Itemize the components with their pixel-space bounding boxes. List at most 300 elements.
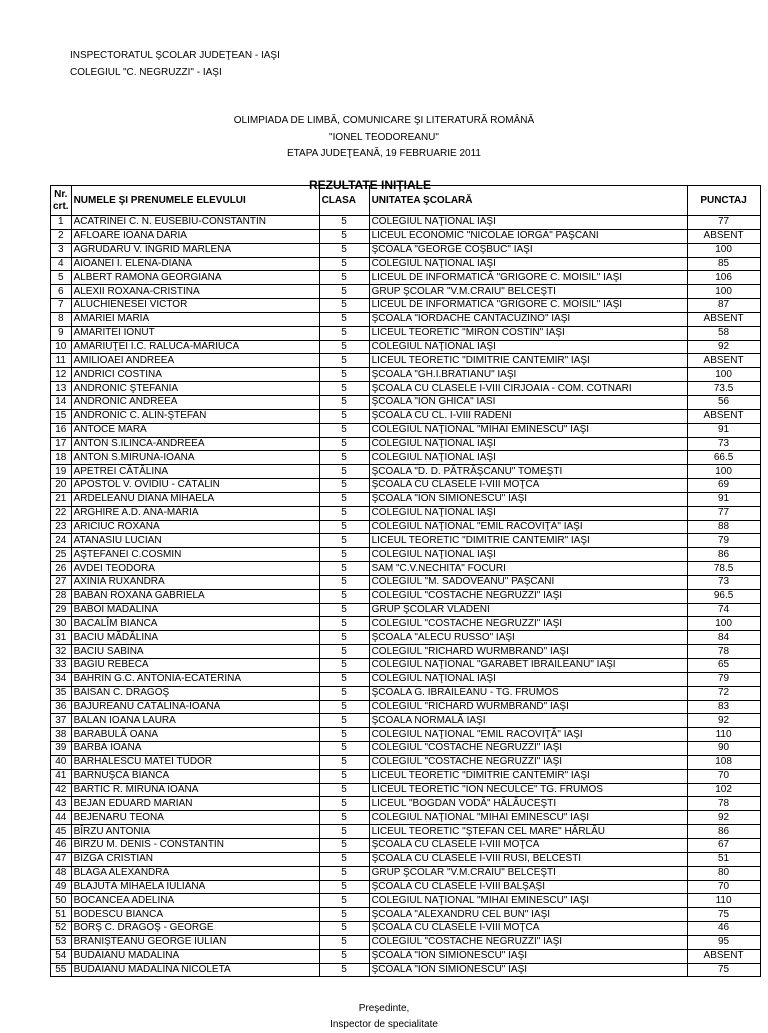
cell-score: 91 [687,423,760,437]
table-row [51,700,761,714]
cell-name: BACIU SABINA [71,645,319,659]
cell-school: ŞCOALA "D. D. PĂTRĂŞCANU" TOMEŞTI [369,465,687,479]
cell-nr: 11 [51,354,72,368]
cell-name: BABOI MĂDĂLINA [71,603,319,617]
cell-class: 5 [319,340,369,354]
cell-school: COLEGIUL "COSTACHE NEGRUZZI" IAŞI [369,755,687,769]
cell-nr: 40 [51,755,72,769]
cell-nr: 15 [51,409,72,423]
cell-school: COLEGIUL "COSTACHE NEGRUZZI" IAŞI [369,589,687,603]
cell-school: COLEGIUL NAŢIONAL IAŞI [369,451,687,465]
cell-name: BACIU MĂDĂLINA [71,631,319,645]
cell-name: ATANASIU LUCIAN [71,534,319,548]
cell-class: 5 [319,506,369,520]
cell-score: 92 [687,714,760,728]
cell-school: GRUP ŞCOLAR VLĂDENI [369,603,687,617]
cell-class: 5 [319,243,369,257]
cell-school: LICEUL TEORETIC "MIRON COSTIN" IAŞI [369,326,687,340]
cell-name: BĂISAN C. DRAGOŞ [71,686,319,700]
cell-nr: 29 [51,603,72,617]
cell-score: 102 [687,783,760,797]
cell-school: COLEGIUL NAŢIONAL IAŞI [369,548,687,562]
cell-class: 5 [319,548,369,562]
cell-name: ANTON S.ILINCA-ANDREEA [71,437,319,451]
cell-school: COLEGIUL "COSTACHE NEGRUZZI" IAŞI [369,617,687,631]
cell-nr: 26 [51,562,72,576]
cell-nr: 51 [51,908,72,922]
cell-nr: 47 [51,852,72,866]
table-row [51,285,761,299]
cell-score: 65 [687,659,760,673]
cell-score: 110 [687,894,760,908]
cell-name: AIOANEI I. ELENA-DIANA [71,257,319,271]
table-row [51,409,761,423]
cell-score: 72 [687,686,760,700]
cell-nr: 43 [51,797,72,811]
col-header-name: NUMELE ŞI PRENUMELE ELEVULUI [71,186,319,216]
cell-school: COLEGIUL NAŢIONAL "MIHAI EMINESCU" IAŞI [369,423,687,437]
cell-class: 5 [319,257,369,271]
table-row [51,880,761,894]
cell-school: COLEGIUL "M. SADOVEANU" PAŞCANI [369,575,687,589]
cell-score: 79 [687,534,760,548]
cell-score: 83 [687,700,760,714]
table-row [51,451,761,465]
cell-score: 46 [687,922,760,936]
cell-name: BÎZGĂ CRISTIAN [71,852,319,866]
cell-school: ŞCOALA CU CL. I-VIII RADENI [369,409,687,423]
cell-class: 5 [319,783,369,797]
cell-nr: 49 [51,880,72,894]
cell-name: AGRUDARU V. INGRID MARLENA [71,243,319,257]
table-row [51,437,761,451]
table-row [51,575,761,589]
cell-score: 70 [687,880,760,894]
cell-name: ANDRONIC C. ALIN-ŞTEFAN [71,409,319,423]
table-row [51,742,761,756]
cell-name: BACALÎM BIANCA [71,617,319,631]
table-row [51,395,761,409]
cell-school: COLEGIUL NAŢIONAL "MIHAI EMINESCU" IAŞI [369,894,687,908]
cell-name: BARABULĂ OANA [71,728,319,742]
cell-nr: 14 [51,395,72,409]
table-row [51,506,761,520]
table-row [51,811,761,825]
cell-name: BORŞ C. DRAGOŞ - GEORGE [71,922,319,936]
cell-school: COLEGIUL "COSTACHE NEGRUZZI" IAŞI [369,935,687,949]
cell-class: 5 [319,631,369,645]
cell-nr: 27 [51,575,72,589]
cell-class: 5 [319,534,369,548]
inspector-label: Inspector de specialitate [330,1019,438,1030]
cell-nr: 13 [51,382,72,396]
cell-class: 5 [319,617,369,631]
cell-name: ACATRINEI C. N. EUSEBIU-CONSTANTIN [71,216,319,230]
cell-score: 86 [687,825,760,839]
cell-score: 100 [687,285,760,299]
olympiad-patron: "IONEL TEODOREANU" [329,131,439,143]
table-row [51,908,761,922]
cell-school: ŞCOALA NORMALĂ IAŞI [369,714,687,728]
cell-name: APETREI CĂTĂLINA [71,465,319,479]
table-row [51,935,761,949]
table-row [51,659,761,673]
table-row [51,645,761,659]
table-row [51,548,761,562]
cell-class: 5 [319,451,369,465]
cell-nr: 33 [51,659,72,673]
cell-name: BAHRIN G.C. ANTONIA-ECATERINA [71,672,319,686]
cell-class: 5 [319,216,369,230]
table-row [51,271,761,285]
table-row [51,382,761,396]
cell-school: LICEUL TEORETIC "ION NECULCE" TG. FRUMOS [369,783,687,797]
table-row [51,728,761,742]
cell-class: 5 [319,852,369,866]
cell-score: 73.5 [687,382,760,396]
olympiad-name: OLIMPIADA DE LIMBĂ, COMUNICARE ŞI LITERATURĂ ROMÂNĂ [233,115,535,126]
cell-school: SAM "C.V.NECHITA" FOCURI [369,562,687,576]
cell-school: COLEGIUL NAŢIONAL "GARABET IBRĂILEANU" IAŞI [369,659,687,673]
cell-nr: 22 [51,506,72,520]
cell-score: 106 [687,271,760,285]
table-row [51,229,761,243]
cell-name: ARGHIRE A.D. ANA-MARIA [71,506,319,520]
document-title [0,113,768,163]
cell-score: 100 [687,465,760,479]
cell-class: 5 [319,825,369,839]
cell-nr: 7 [51,299,72,313]
cell-score: ABSENT [687,409,760,423]
cell-class: 5 [319,423,369,437]
cell-school: ŞCOALA "GEORGE COŞBUC" IAŞI [369,243,687,257]
table-row [51,963,761,977]
table-row [51,714,761,728]
cell-class: 5 [319,312,369,326]
cell-class: 5 [319,520,369,534]
table-row [51,825,761,839]
cell-name: AVDEI TEODORA [71,562,319,576]
cell-class: 5 [319,479,369,493]
table-row [51,299,761,313]
col-header-class: CLASA [319,186,369,216]
cell-nr: 17 [51,437,72,451]
cell-name: BARNUŞCĂ BIANCA [71,769,319,783]
cell-school: ŞCOALA "ALECU RUSSO" IAŞI [369,631,687,645]
cell-name: BODESCU BIANCA [71,908,319,922]
table-row [51,852,761,866]
cell-class: 5 [319,645,369,659]
cell-score: 87 [687,299,760,313]
cell-nr: 19 [51,465,72,479]
cell-class: 5 [319,742,369,756]
cell-school: ŞCOALA G. IBRĂILEANU - TG. FRUMOS [369,686,687,700]
cell-score: 91 [687,492,760,506]
cell-class: 5 [319,963,369,977]
cell-nr: 16 [51,423,72,437]
cell-class: 5 [319,700,369,714]
cell-nr: 50 [51,894,72,908]
cell-score: 100 [687,243,760,257]
document-header [70,47,280,81]
cell-class: 5 [319,672,369,686]
cell-score: 78 [687,645,760,659]
cell-class: 5 [319,880,369,894]
cell-score: 75 [687,963,760,977]
cell-name: BALAN IOANA LAURA [71,714,319,728]
cell-nr: 35 [51,686,72,700]
cell-school: LICEUL "BOGDAN VODĂ" HĂLĂUCEŞTI [369,797,687,811]
cell-class: 5 [319,922,369,936]
table-row [51,312,761,326]
cell-class: 5 [319,271,369,285]
cell-score: 70 [687,769,760,783]
cell-class: 5 [319,603,369,617]
cell-nr: 41 [51,769,72,783]
cell-nr: 37 [51,714,72,728]
cell-class: 5 [319,229,369,243]
cell-nr: 31 [51,631,72,645]
cell-class: 5 [319,769,369,783]
table-row [51,368,761,382]
cell-score: 84 [687,631,760,645]
cell-class: 5 [319,838,369,852]
cell-school: COLEGIUL "RICHARD WURMBRAND" IAŞI [369,700,687,714]
cell-school: ŞCOALA CU CLASELE I-VIII MOŢCA [369,479,687,493]
table-row [51,755,761,769]
cell-class: 5 [319,728,369,742]
cell-name: AMĂRIUŢEI I.C. RALUCA-MĂRIUCA [71,340,319,354]
cell-score: 100 [687,617,760,631]
cell-class: 5 [319,935,369,949]
cell-school: ŞCOALA CU CLASELE I-VIII CIRJOAIA - COM. COTNARI [369,382,687,396]
cell-school: ŞCOALA "ION GHICA" IASI [369,395,687,409]
cell-class: 5 [319,686,369,700]
cell-nr: 30 [51,617,72,631]
cell-nr: 55 [51,963,72,977]
col-header-nr: Nr. crt. [51,186,72,216]
cell-score: 58 [687,326,760,340]
cell-nr: 48 [51,866,72,880]
cell-name: ANDRONIC ŞTEFANIA [71,382,319,396]
cell-name: ALUCHIENESEI VICTOR [71,299,319,313]
cell-score: 74 [687,603,760,617]
cell-name: ANTON S.MIRUNA-IOANA [71,451,319,465]
cell-nr: 46 [51,838,72,852]
cell-nr: 24 [51,534,72,548]
cell-school: GRUP ŞCOLAR "V.M.CRAIU" BELCEŞTI [369,866,687,880]
cell-nr: 10 [51,340,72,354]
cell-nr: 2 [51,229,72,243]
cell-school: COLEGIUL NAŢIONAL IAŞI [369,437,687,451]
results-body [51,216,761,977]
cell-score: 96.5 [687,589,760,603]
college-name: COLEGIUL "C. NEGRUZZI" - IAŞI [70,67,222,78]
cell-nr: 53 [51,935,72,949]
cell-name: BAGIU REBECA [71,659,319,673]
col-header-score: PUNCTAJ [687,186,760,216]
cell-name: AXINIA RUXANDRA [71,575,319,589]
cell-score: 108 [687,755,760,769]
table-row [51,769,761,783]
cell-nr: 25 [51,548,72,562]
cell-school: ŞCOALA CU CLASELE I-VIII MOŢCA [369,922,687,936]
table-row [51,216,761,230]
cell-name: BEJAN EDUARD MARIAN [71,797,319,811]
cell-name: AMARITEI IONUT [71,326,319,340]
cell-class: 5 [319,437,369,451]
cell-score: 77 [687,506,760,520]
table-row [51,257,761,271]
cell-nr: 1 [51,216,72,230]
cell-class: 5 [319,755,369,769]
cell-name: ALEXII ROXANA-CRISTINA [71,285,319,299]
table-row [51,797,761,811]
cell-class: 5 [319,395,369,409]
cell-name: BÎRZU M. DENIS - CONSTANTIN [71,838,319,852]
cell-name: BÎRZU ANTONIA [71,825,319,839]
cell-score: 85 [687,257,760,271]
table-row [51,589,761,603]
cell-class: 5 [319,299,369,313]
cell-school: LICEUL DE INFORMATICĂ "GRIGORE C. MOISIL" IAŞI [369,299,687,313]
cell-school: COLEGIUL NAŢIONAL IAŞI [369,340,687,354]
cell-name: BUDĂIANU MĂDĂLINA [71,949,319,963]
cell-class: 5 [319,354,369,368]
table-row [51,672,761,686]
cell-class: 5 [319,949,369,963]
table-row [51,479,761,493]
cell-score: 80 [687,866,760,880]
table-row [51,562,761,576]
cell-score: 75 [687,908,760,922]
table-row [51,617,761,631]
cell-class: 5 [319,285,369,299]
table-row [51,783,761,797]
cell-school: COLEGIUL NAŢIONAL IAŞI [369,506,687,520]
cell-score: 86 [687,548,760,562]
cell-nr: 21 [51,492,72,506]
cell-school: ŞCOALA "ION SIMIONESCU" IAŞI [369,949,687,963]
cell-school: COLEGIUL NAŢIONAL "EMIL RACOVIŢĂ" IAŞI [369,520,687,534]
cell-school: COLEGIUL NAŢIONAL IAŞI [369,216,687,230]
cell-score: 79 [687,672,760,686]
cell-score: 88 [687,520,760,534]
cell-class: 5 [319,589,369,603]
cell-nr: 54 [51,949,72,963]
table-row [51,534,761,548]
cell-class: 5 [319,866,369,880]
cell-name: BUDĂIANU MĂDĂLINA NICOLETA [71,963,319,977]
cell-name: AŞTEFANEI C.COSMIN [71,548,319,562]
cell-nr: 6 [51,285,72,299]
cell-score: 92 [687,340,760,354]
cell-school: ŞCOALA CU CLASELE I-VIII BĂLŞAŞI [369,880,687,894]
cell-score: 110 [687,728,760,742]
cell-school: ŞCOALA "GH.I.BRATIANU" IAŞI [369,368,687,382]
cell-school: ŞCOALA "IORDACHE CANTACUZINO" IAŞI [369,312,687,326]
cell-class: 5 [319,326,369,340]
cell-score: 77 [687,216,760,230]
cell-name: BLAGA ALEXANDRA [71,866,319,880]
cell-school: LICEUL TEORETIC "DIMITRIE CANTEMIR" IAŞI [369,769,687,783]
table-row [51,465,761,479]
cell-score: 95 [687,935,760,949]
cell-school: LICEUL TEORETIC "DIMITRIE CANTEMIR" IAŞI [369,354,687,368]
cell-nr: 39 [51,742,72,756]
cell-nr: 45 [51,825,72,839]
cell-name: BĂJUREANU CĂTĂLINA-IOANA [71,700,319,714]
cell-score: ABSENT [687,229,760,243]
cell-school: ŞCOALA "ION SIMIONESCU" IAŞI [369,492,687,506]
cell-score: ABSENT [687,312,760,326]
table-row [51,326,761,340]
cell-name: BEJENARU TEONA [71,811,319,825]
cell-score: 66.5 [687,451,760,465]
president-label: Preşedinte, [358,1003,410,1014]
cell-name: BĂRHĂLESCU MATEI TUDOR [71,755,319,769]
cell-score: 90 [687,742,760,756]
table-row [51,631,761,645]
cell-class: 5 [319,562,369,576]
cell-name: ALBERT RAMONA GEORGIANA [71,271,319,285]
cell-nr: 38 [51,728,72,742]
cell-school: ŞCOALA CU CLASELE I-VIII MOŢCA [369,838,687,852]
cell-nr: 5 [51,271,72,285]
cell-school: COLEGIUL "COSTACHE NEGRUZZI" IAŞI [369,742,687,756]
cell-nr: 34 [51,672,72,686]
cell-class: 5 [319,797,369,811]
cell-score: 92 [687,811,760,825]
cell-score: ABSENT [687,949,760,963]
cell-name: ARDELEANU DIANA MIHAELA [71,492,319,506]
cell-school: COLEGIUL NAŢIONAL "MIHAI EMINESCU" IAŞI [369,811,687,825]
cell-class: 5 [319,714,369,728]
cell-name: BARBĂ IOANA [71,742,319,756]
col-header-school: UNITATEA ŞCOLARĂ [369,186,687,216]
cell-name: BLAJUTĂ MIHAELA IULIANA [71,880,319,894]
table-row [51,838,761,852]
cell-school: LICEUL ECONOMIC "NICOLAE IORGA" PAŞCANI [369,229,687,243]
table-row [51,603,761,617]
cell-school: LICEUL TEORETIC "DIMITRIE CANTEMIR" IAŞI [369,534,687,548]
cell-name: BARTIC R. MIRUNA IOANA [71,783,319,797]
cell-name: ANTOCE MARA [71,423,319,437]
inspectorate-name: INSPECTORATUL ŞCOLAR JUDEŢEAN - IAŞI [70,50,280,61]
cell-nr: 9 [51,326,72,340]
cell-school: COLEGIUL NAŢIONAL IAŞI [369,257,687,271]
cell-school: ŞCOALA "ALEXANDRU CEL BUN" IAŞI [369,908,687,922]
cell-class: 5 [319,492,369,506]
table-row [51,520,761,534]
table-row [51,866,761,880]
cell-score: 100 [687,368,760,382]
cell-class: 5 [319,894,369,908]
cell-nr: 32 [51,645,72,659]
olympiad-stage-date: ETAPA JUDEŢEANĂ, 19 FEBRUARIE 2011 [287,148,481,159]
cell-nr: 20 [51,479,72,493]
table-row [51,492,761,506]
cell-score: 56 [687,395,760,409]
cell-class: 5 [319,465,369,479]
cell-school: COLEGIUL NAŢIONAL IAŞI [369,672,687,686]
cell-class: 5 [319,368,369,382]
cell-class: 5 [319,659,369,673]
cell-nr: 28 [51,589,72,603]
cell-nr: 52 [51,922,72,936]
cell-name: AFLOARE IOANA DARIA [71,229,319,243]
cell-school: GRUP ŞCOLAR "V.M.CRAIU" BELCEŞTI [369,285,687,299]
